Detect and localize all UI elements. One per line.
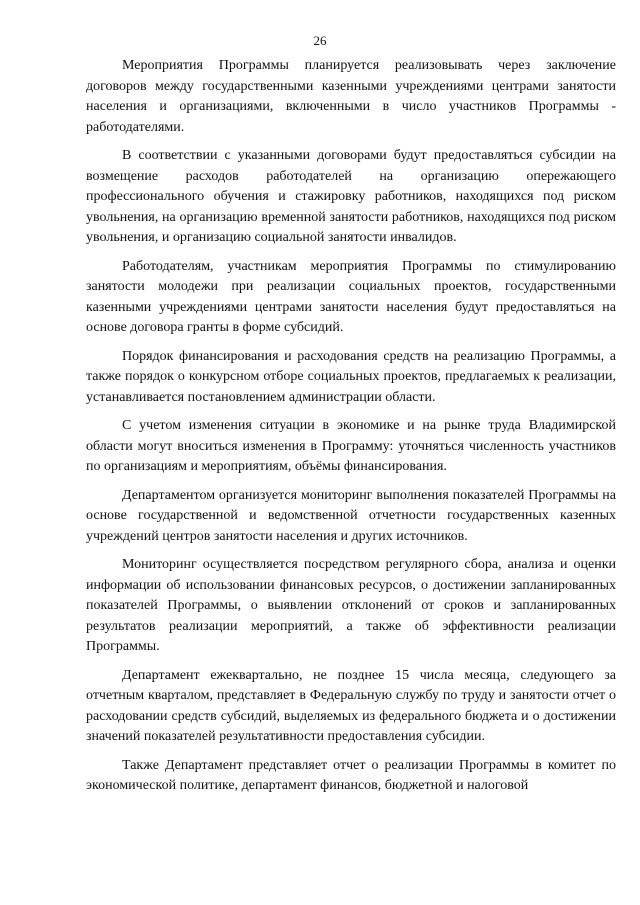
page-number: 26 [313, 33, 327, 48]
paragraph-youth-grants: Работодателям, участникам мероприятия Программы по стимулированию занятости молодежи при реализации социальных проектов, государственными казенными учреждениями центрами занятости населения будут предоставляться на основе договора гранты в форме субсидий. [86, 258, 616, 335]
paragraph-program-changes: С учетом изменения ситуации в экономике и на рынке труда Владимирской области могут вноситься изменения в Программу: уточняться численность участников по организациям и мероприятиям, объёмы финансирования. [86, 418, 616, 474]
paragraph-subsidies: В соответствии с указанными договорами будут предоставляться субсидии на возмещение расходов работодателей на организацию опережающего профессионального обучения и стажировку работников, находящихся под риском увольнения, на организацию временной занятости работников, находящихся под риском увольнения, и организацию социальной занятости инвалидов. [86, 148, 616, 245]
paragraph-quarterly-report: Департамент ежеквартально, не позднее 15 числа месяца, следующего за отчетным кварталом, представляет в Федеральную службу по труду и занятости отчет о расходовании средств субсидий, выделяемых из федерального бюджета и о достижении значений показателей результативности предоставления субсидии. [86, 667, 616, 744]
paragraph-monitoring-method: Мониторинг осуществляется посредством регулярного сбора, анализа и оценки информации об использовании финансовых ресурсов, о достижении запланированных показателей Программы, о выявлении отклонений от сроков и запланированных результатов реализации мероприятий, а также об эффективности реализации Программы. [86, 557, 616, 654]
paragraph-contracts: Мероприятия Программы планируется реализовывать через заключение договоров между государственными казенными учреждениями центрами занятости населения и организациями, включенными в число участников Программы - работодателями. [86, 58, 616, 135]
document-body [86, 56, 616, 805]
paragraph-monitoring-organization: Департаментом организуется мониторинг выполнения показателей Программы на основе государственной и ведомственной отчетности государственных казенных учреждений центров занятости населения и других источников. [86, 487, 616, 544]
paragraph-financing-procedure: Порядок финансирования и расходования средств на реализацию Программы, а также порядок о конкурсном отборе социальных проектов, предлагаемых к реализации, устанавливается постановлением администрации области. [86, 348, 616, 405]
paragraph-program-report: Также Департамент представляет отчет о реализации Программы в комитет по экономической политике, департамент финансов, бюджетной и налоговой [86, 757, 616, 793]
